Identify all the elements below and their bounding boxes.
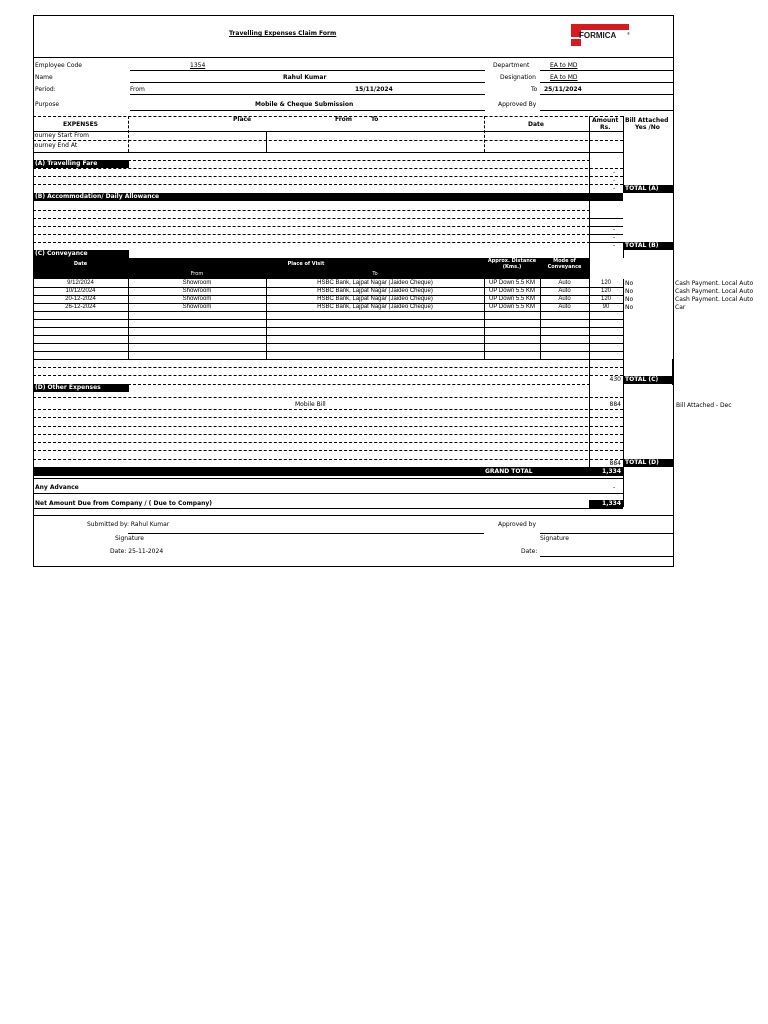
purpose-value: Mobile & Cheque Submission <box>255 101 354 108</box>
divider <box>33 242 590 243</box>
purpose-label: Purpose <box>35 101 60 108</box>
divider <box>33 397 623 398</box>
date-line <box>540 556 673 557</box>
divider <box>33 176 623 177</box>
row-distance: UP Down 5.5 KM <box>489 304 535 310</box>
row-amount: 90 <box>602 304 610 310</box>
conv-col-date: Date <box>73 261 88 267</box>
period-label: Period: <box>35 86 56 93</box>
divider <box>623 384 624 467</box>
divider <box>589 242 623 243</box>
divider <box>33 218 590 219</box>
total-a: TOTAL (A) <box>623 185 673 193</box>
divider <box>33 367 623 368</box>
other-amount: 884 <box>609 401 621 408</box>
svg-text:®: ® <box>627 31 630 36</box>
row-note: Cash Payment. Local Auto <box>675 280 754 287</box>
grand-total-label: GRAND TOTAL <box>485 468 533 475</box>
row-mode: Auto <box>558 280 571 286</box>
name-label: Name <box>35 74 53 81</box>
period-to: 25/11/2024 <box>544 86 582 93</box>
name-value: Rahul Kumar <box>283 74 327 81</box>
header-from: From <box>335 116 353 123</box>
employee-code-label: Employee Code <box>35 62 82 69</box>
divider <box>130 70 485 71</box>
header-bill-attached: Bill Attached <box>625 117 669 124</box>
row-amount: 120 <box>600 280 611 286</box>
conv-col-distance-unit: (Kms.) <box>502 264 522 270</box>
divider <box>33 140 623 141</box>
divider <box>540 94 673 95</box>
row-distance: UP Down 5.5 KM <box>489 280 535 286</box>
divider <box>130 110 485 111</box>
divider <box>128 116 129 152</box>
period-from: 15/11/2024 <box>355 86 393 93</box>
row-mode: Auto <box>558 304 571 310</box>
row-from: Showroom <box>182 296 212 302</box>
travel-dash-1: - <box>613 169 616 176</box>
approved-by-label: Approved By <box>498 101 537 108</box>
svg-text:FORMICA: FORMICA <box>579 31 617 40</box>
row-date: 20-12-2024 <box>65 296 96 302</box>
formica-logo-icon <box>565 20 635 48</box>
divider <box>33 417 623 418</box>
divider <box>33 434 623 435</box>
net-amount-value: 1,334 <box>589 500 623 508</box>
divider <box>33 131 623 132</box>
date-right: Date: <box>521 548 538 555</box>
divider <box>266 131 267 152</box>
header-to: To <box>371 116 379 123</box>
designation-label: Designation <box>500 74 536 81</box>
divider <box>128 160 590 161</box>
divider <box>33 459 623 460</box>
divider <box>33 493 623 494</box>
conv-col-distance: Approx. Distance <box>487 258 537 264</box>
row-amount: 120 <box>600 288 611 294</box>
accom-dash-1: - <box>613 226 616 233</box>
row-note: Cash Payment. Local Auto <box>675 288 754 295</box>
divider <box>540 110 673 111</box>
conveyance-total: 430 <box>609 376 621 383</box>
row-date: 26-12-2024 <box>65 304 96 310</box>
divider <box>130 94 485 95</box>
divider <box>33 515 673 516</box>
row-date: 10/12/2024 <box>65 288 96 294</box>
conv-col-to: To <box>372 271 378 277</box>
row-bill: No <box>625 288 634 295</box>
divider <box>33 226 590 227</box>
header-yes-no: Yes /No <box>635 124 660 131</box>
approved-by: Approved by <box>498 521 537 528</box>
conv-col-mode: Mode of <box>553 258 576 264</box>
date-left: Date: 25-11-2024 <box>110 548 164 555</box>
department: EA to MD <box>550 62 578 69</box>
conv-col-from: From <box>190 271 204 277</box>
header-place: Place <box>233 116 252 123</box>
row-distance: UP Down 5.5 KM <box>489 288 535 294</box>
divider <box>623 116 624 193</box>
divider <box>484 116 485 152</box>
divider <box>589 218 623 219</box>
header-rs: Rs. <box>600 124 611 131</box>
department-label: Department <box>493 62 530 69</box>
conv-col-place: Place of Visit <box>287 261 325 267</box>
divider <box>33 152 623 153</box>
divider <box>540 82 673 83</box>
row-bill: No <box>625 280 634 287</box>
divider <box>33 210 590 211</box>
header-expenses: EXPENSES <box>63 121 98 128</box>
divider <box>33 426 623 427</box>
other-total: 884 <box>609 460 621 467</box>
travel-dash-2: - <box>613 177 616 184</box>
period-to-label: To <box>531 86 538 93</box>
divider <box>33 375 623 376</box>
row-mode: Auto <box>558 296 571 302</box>
total-c: TOTAL (C) <box>623 376 673 384</box>
formica-logo <box>565 20 635 48</box>
row-from: Showroom <box>182 288 212 294</box>
row-bill: No <box>625 296 634 303</box>
divider <box>589 234 623 235</box>
divider <box>33 57 673 58</box>
other-note: Bill Attached - Dec <box>676 402 732 409</box>
divider <box>33 450 623 451</box>
row-to: HSBC Bank, Lajpat Nagar (Jaideo Cheque) <box>317 296 433 302</box>
divider <box>589 226 623 227</box>
grand-total-bar <box>33 467 623 476</box>
signature-left: Signature <box>115 535 144 542</box>
signature-line <box>128 533 484 534</box>
divider <box>33 478 623 479</box>
form-title: Travelling Expenses Claim Form <box>229 30 337 37</box>
other-item: Mobile Bill <box>295 401 326 408</box>
divider <box>33 168 623 169</box>
conv-col-mode-2: Conveyance <box>547 264 582 270</box>
employee-code: 1354 <box>190 62 206 69</box>
row-note: Car <box>675 304 686 311</box>
divider <box>128 384 590 385</box>
submitted-by: Submitted by: Rahul Kumar <box>87 521 170 528</box>
row-from: Showroom <box>182 304 212 310</box>
journey-end-label: Journey End At <box>33 142 78 149</box>
row-mode: Auto <box>558 288 571 294</box>
total-b: TOTAL (B) <box>623 242 673 250</box>
divider <box>33 184 623 185</box>
row-note: Cash Payment. Local Auto <box>675 296 754 303</box>
header-amount: Amount <box>592 117 619 124</box>
signature-line <box>540 533 673 534</box>
divider <box>130 82 485 83</box>
divider <box>623 467 624 507</box>
section-accommodation: (B) Accommodation/ Daily Allowance <box>33 193 623 201</box>
row-date: 9/12/2024 <box>67 280 94 286</box>
designation-value: EA to MD <box>550 74 578 81</box>
row-distance: UP Down 5.5 KM <box>489 296 535 302</box>
divider <box>33 508 623 509</box>
period-from-label: From <box>130 86 145 93</box>
row-to: HSBC Bank, Lajpat Nagar (Jaideo Cheque) <box>317 304 433 310</box>
accom-dash-3: - <box>613 242 616 249</box>
divider <box>33 234 590 235</box>
travel-dash-3: - <box>613 185 616 192</box>
row-to: HSBC Bank, Lajpat Nagar (Jaideo Cheque) <box>317 280 433 286</box>
advance-value: - <box>613 484 616 491</box>
section-travelling: (A) Travelling Fare <box>33 160 129 168</box>
signature-right: Signature <box>540 535 569 542</box>
row-amount: 120 <box>600 296 611 302</box>
divider <box>623 250 624 258</box>
divider <box>33 442 623 443</box>
advance-label: Any Advance <box>35 484 79 491</box>
grand-total-value: 1,334 <box>602 468 621 475</box>
divider <box>33 116 623 117</box>
section-other-expenses: (D) Other Expenses <box>33 384 129 392</box>
row-to: HSBC Bank, Lajpat Nagar (Jaideo Cheque) <box>317 288 433 294</box>
net-amount-label: Net Amount Due from Company / ( Due to Company) <box>35 500 213 507</box>
accom-dash-2: - <box>613 234 616 241</box>
section-conveyance: (C) Conveyance <box>33 250 129 258</box>
row-bill: No <box>625 304 634 311</box>
header-date: Date <box>528 121 544 128</box>
journey-start-label: Journey Start From <box>33 132 89 139</box>
row-from: Showroom <box>182 280 212 286</box>
total-d: TOTAL (D) <box>623 459 673 467</box>
divider <box>540 70 673 71</box>
divider <box>33 409 623 410</box>
